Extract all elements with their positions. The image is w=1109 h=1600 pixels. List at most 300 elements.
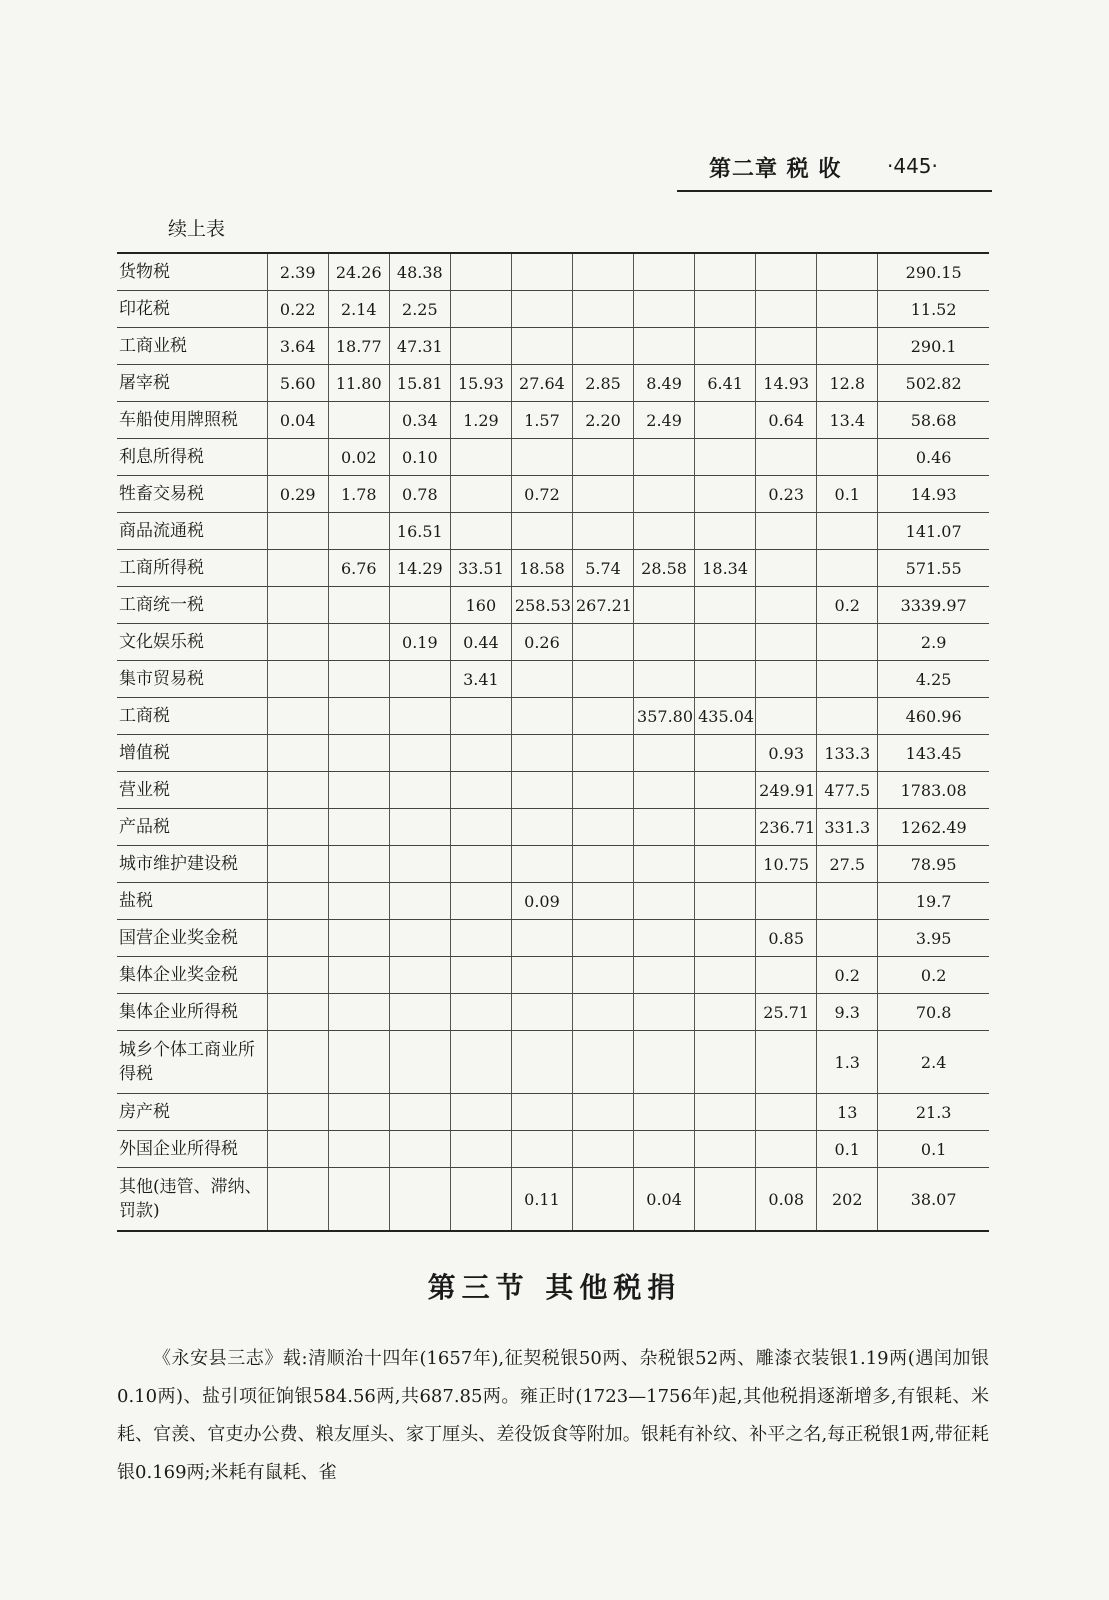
- value-cell: [450, 920, 511, 957]
- value-cell: [328, 587, 389, 624]
- value-cell: 12.8: [817, 365, 878, 402]
- table-row: [117, 476, 989, 513]
- table-row: [117, 513, 989, 550]
- value-cell: 0.02: [328, 439, 389, 476]
- value-cell: [389, 883, 450, 920]
- value-cell: [511, 1094, 572, 1131]
- tax-name-cell: 工商统一税: [117, 587, 267, 624]
- value-cell: [389, 1131, 450, 1168]
- value-cell: 249.91: [756, 772, 817, 809]
- running-head: [677, 148, 992, 192]
- value-cell: 0.44: [450, 624, 511, 661]
- value-cell: 0.93: [756, 735, 817, 772]
- value-cell: [267, 587, 328, 624]
- value-cell: [511, 513, 572, 550]
- value-cell: [572, 328, 633, 365]
- value-cell: [450, 1031, 511, 1094]
- value-cell: [817, 291, 878, 328]
- tax-name-cell: 其他(违管、滞纳、罚款): [117, 1168, 267, 1232]
- tax-name-cell: 文化娱乐税: [117, 624, 267, 661]
- value-cell: [695, 253, 756, 291]
- value-cell: [756, 550, 817, 587]
- value-cell: 133.3: [817, 735, 878, 772]
- value-cell: 0.26: [511, 624, 572, 661]
- tax-table-body: [117, 253, 989, 1231]
- value-cell: [267, 846, 328, 883]
- value-cell: 15.93: [450, 365, 511, 402]
- table-row: [117, 1131, 989, 1168]
- value-cell: 2.20: [572, 402, 633, 439]
- tax-name-cell: 增值税: [117, 735, 267, 772]
- tax-name-cell: 工商业税: [117, 328, 267, 365]
- table-row: [117, 291, 989, 328]
- value-cell: [450, 328, 511, 365]
- value-cell: [450, 846, 511, 883]
- value-cell: 8.49: [634, 365, 695, 402]
- value-cell: 18.34: [695, 550, 756, 587]
- value-cell: [756, 624, 817, 661]
- value-cell: 0.04: [634, 1168, 695, 1232]
- value-cell: 0.23: [756, 476, 817, 513]
- value-cell: 0.64: [756, 402, 817, 439]
- total-cell: 70.8: [878, 994, 989, 1031]
- value-cell: [511, 920, 572, 957]
- value-cell: [389, 809, 450, 846]
- value-cell: [695, 809, 756, 846]
- value-cell: [267, 698, 328, 735]
- value-cell: [756, 291, 817, 328]
- tax-name-cell: 产品税: [117, 809, 267, 846]
- total-cell: 14.93: [878, 476, 989, 513]
- value-cell: [267, 772, 328, 809]
- value-cell: [695, 735, 756, 772]
- value-cell: [572, 513, 633, 550]
- value-cell: [389, 1031, 450, 1094]
- value-cell: [695, 957, 756, 994]
- table-row: [117, 365, 989, 402]
- value-cell: [756, 439, 817, 476]
- total-cell: 143.45: [878, 735, 989, 772]
- value-cell: [756, 1031, 817, 1094]
- total-cell: 502.82: [878, 365, 989, 402]
- value-cell: [572, 476, 633, 513]
- value-cell: 0.78: [389, 476, 450, 513]
- value-cell: [328, 957, 389, 994]
- chapter-title: 第二章 税 收: [709, 157, 842, 182]
- value-cell: [756, 513, 817, 550]
- value-cell: [450, 698, 511, 735]
- value-cell: 18.58: [511, 550, 572, 587]
- total-cell: 1262.49: [878, 809, 989, 846]
- value-cell: [267, 1031, 328, 1094]
- value-cell: [389, 735, 450, 772]
- value-cell: [511, 957, 572, 994]
- value-cell: 0.09: [511, 883, 572, 920]
- value-cell: [634, 513, 695, 550]
- value-cell: 16.51: [389, 513, 450, 550]
- value-cell: [695, 476, 756, 513]
- value-cell: [511, 253, 572, 291]
- value-cell: [328, 1031, 389, 1094]
- body-text: [117, 1340, 989, 1492]
- value-cell: [389, 994, 450, 1031]
- value-cell: 331.3: [817, 809, 878, 846]
- tax-name-cell: 牲畜交易税: [117, 476, 267, 513]
- value-cell: [817, 513, 878, 550]
- total-cell: 1783.08: [878, 772, 989, 809]
- value-cell: [572, 253, 633, 291]
- table-row: [117, 846, 989, 883]
- value-cell: [511, 1031, 572, 1094]
- total-cell: 0.46: [878, 439, 989, 476]
- value-cell: [756, 661, 817, 698]
- value-cell: [572, 772, 633, 809]
- value-cell: 0.19: [389, 624, 450, 661]
- value-cell: [450, 994, 511, 1031]
- value-cell: 2.85: [572, 365, 633, 402]
- tax-name-cell: 货物税: [117, 253, 267, 291]
- table-row: [117, 550, 989, 587]
- value-cell: [634, 328, 695, 365]
- value-cell: [634, 1131, 695, 1168]
- table-row: [117, 439, 989, 476]
- table-row: [117, 994, 989, 1031]
- value-cell: [450, 439, 511, 476]
- value-cell: 18.77: [328, 328, 389, 365]
- value-cell: [389, 772, 450, 809]
- value-cell: 477.5: [817, 772, 878, 809]
- value-cell: [267, 513, 328, 550]
- table-row: [117, 1094, 989, 1131]
- value-cell: [634, 253, 695, 291]
- value-cell: [634, 846, 695, 883]
- table-row: [117, 624, 989, 661]
- value-cell: 9.3: [817, 994, 878, 1031]
- value-cell: [695, 513, 756, 550]
- total-cell: 11.52: [878, 291, 989, 328]
- value-cell: [756, 328, 817, 365]
- value-cell: [572, 846, 633, 883]
- value-cell: [695, 1031, 756, 1094]
- value-cell: 0.04: [267, 402, 328, 439]
- value-cell: 10.75: [756, 846, 817, 883]
- value-cell: 28.58: [634, 550, 695, 587]
- value-cell: [695, 1094, 756, 1131]
- total-cell: 0.2: [878, 957, 989, 994]
- tax-name-cell: 屠宰税: [117, 365, 267, 402]
- value-cell: [695, 587, 756, 624]
- tax-name-cell: 营业税: [117, 772, 267, 809]
- value-cell: [695, 994, 756, 1031]
- value-cell: [450, 291, 511, 328]
- value-cell: 0.11: [511, 1168, 572, 1232]
- value-cell: 357.80: [634, 698, 695, 735]
- value-cell: 0.85: [756, 920, 817, 957]
- value-cell: [695, 1131, 756, 1168]
- value-cell: 0.2: [817, 957, 878, 994]
- value-cell: 6.41: [695, 365, 756, 402]
- table-row: [117, 883, 989, 920]
- value-cell: 267.21: [572, 587, 633, 624]
- total-cell: 38.07: [878, 1168, 989, 1232]
- value-cell: [572, 291, 633, 328]
- value-cell: [267, 994, 328, 1031]
- value-cell: [572, 735, 633, 772]
- value-cell: 0.10: [389, 439, 450, 476]
- tax-name-cell: 城市维护建设税: [117, 846, 267, 883]
- value-cell: [634, 291, 695, 328]
- value-cell: [389, 1094, 450, 1131]
- value-cell: [695, 772, 756, 809]
- value-cell: [695, 846, 756, 883]
- value-cell: [695, 291, 756, 328]
- value-cell: [572, 957, 633, 994]
- value-cell: [328, 920, 389, 957]
- value-cell: [572, 994, 633, 1031]
- total-cell: 2.9: [878, 624, 989, 661]
- value-cell: 14.93: [756, 365, 817, 402]
- value-cell: [817, 253, 878, 291]
- total-cell: 460.96: [878, 698, 989, 735]
- value-cell: [572, 1094, 633, 1131]
- value-cell: [267, 957, 328, 994]
- total-cell: 19.7: [878, 883, 989, 920]
- tax-name-cell: 工商所得税: [117, 550, 267, 587]
- value-cell: [389, 698, 450, 735]
- value-cell: 6.76: [328, 550, 389, 587]
- value-cell: [328, 1094, 389, 1131]
- value-cell: [267, 1168, 328, 1232]
- value-cell: [267, 883, 328, 920]
- value-cell: [756, 1094, 817, 1131]
- value-cell: 258.53: [511, 587, 572, 624]
- total-cell: 4.25: [878, 661, 989, 698]
- value-cell: [572, 809, 633, 846]
- value-cell: [511, 291, 572, 328]
- total-cell: 571.55: [878, 550, 989, 587]
- total-cell: 3339.97: [878, 587, 989, 624]
- value-cell: [817, 328, 878, 365]
- value-cell: [511, 439, 572, 476]
- value-cell: [511, 846, 572, 883]
- value-cell: [756, 883, 817, 920]
- tax-name-cell: 国营企业奖金税: [117, 920, 267, 957]
- value-cell: [389, 920, 450, 957]
- table-row: [117, 587, 989, 624]
- total-cell: 78.95: [878, 846, 989, 883]
- value-cell: [634, 476, 695, 513]
- value-cell: [511, 1131, 572, 1168]
- value-cell: [267, 1131, 328, 1168]
- value-cell: [756, 698, 817, 735]
- value-cell: [450, 772, 511, 809]
- value-cell: [267, 661, 328, 698]
- value-cell: 202: [817, 1168, 878, 1232]
- value-cell: [511, 735, 572, 772]
- value-cell: [634, 809, 695, 846]
- value-cell: [634, 883, 695, 920]
- tax-name-cell: 城乡个体工商业所得税: [117, 1031, 267, 1094]
- value-cell: [817, 661, 878, 698]
- value-cell: [450, 809, 511, 846]
- value-cell: [695, 1168, 756, 1232]
- value-cell: [389, 661, 450, 698]
- value-cell: [328, 883, 389, 920]
- value-cell: [817, 550, 878, 587]
- table-row: [117, 253, 989, 291]
- value-cell: [450, 476, 511, 513]
- value-cell: [267, 550, 328, 587]
- value-cell: 1.29: [450, 402, 511, 439]
- value-cell: 3.64: [267, 328, 328, 365]
- value-cell: [267, 735, 328, 772]
- value-cell: [572, 439, 633, 476]
- table-row: [117, 735, 989, 772]
- tax-name-cell: 房产税: [117, 1094, 267, 1131]
- value-cell: 0.1: [817, 476, 878, 513]
- value-cell: [328, 846, 389, 883]
- value-cell: [756, 253, 817, 291]
- value-cell: [450, 957, 511, 994]
- value-cell: [817, 883, 878, 920]
- value-cell: [695, 661, 756, 698]
- table-row: [117, 809, 989, 846]
- value-cell: [267, 439, 328, 476]
- value-cell: [511, 772, 572, 809]
- tax-name-cell: 集体企业奖金税: [117, 957, 267, 994]
- table-row: [117, 920, 989, 957]
- value-cell: 3.41: [450, 661, 511, 698]
- value-cell: [572, 1031, 633, 1094]
- value-cell: [756, 587, 817, 624]
- value-cell: 33.51: [450, 550, 511, 587]
- value-cell: [328, 1168, 389, 1232]
- table-row: [117, 772, 989, 809]
- tax-table: [117, 252, 989, 1232]
- value-cell: 0.29: [267, 476, 328, 513]
- value-cell: 0.1: [817, 1131, 878, 1168]
- value-cell: [267, 624, 328, 661]
- value-cell: [634, 920, 695, 957]
- value-cell: [267, 809, 328, 846]
- value-cell: 0.08: [756, 1168, 817, 1232]
- value-cell: [634, 439, 695, 476]
- table-row: [117, 1031, 989, 1094]
- value-cell: [389, 846, 450, 883]
- value-cell: [267, 920, 328, 957]
- value-cell: 236.71: [756, 809, 817, 846]
- paragraph: 《永安县三志》载:清顺治十四年(1657年),征契税银50两、杂税银52两、雕漆衣装银1.19两(遇闰加银0.10两)、盐引项征饷银584.56两,共687.85两。雍正时(1723—1756年)起,其他税捐逐渐增多,有银耗、米耗、官羡、官吏办公费、粮友厘头、家丁厘头、差役饭食等附加。银耗有补纹、补平之名,每正税银1两,带征耗银0.169两;米耗有鼠耗、雀: [117, 1348, 989, 1483]
- value-cell: [572, 1168, 633, 1232]
- total-cell: 21.3: [878, 1094, 989, 1131]
- value-cell: [511, 328, 572, 365]
- value-cell: [328, 624, 389, 661]
- value-cell: [328, 809, 389, 846]
- value-cell: 5.74: [572, 550, 633, 587]
- value-cell: [817, 439, 878, 476]
- total-cell: 290.15: [878, 253, 989, 291]
- value-cell: [328, 994, 389, 1031]
- value-cell: [695, 920, 756, 957]
- value-cell: [511, 809, 572, 846]
- value-cell: [572, 624, 633, 661]
- value-cell: [695, 439, 756, 476]
- value-cell: 2.14: [328, 291, 389, 328]
- tax-name-cell: 商品流通税: [117, 513, 267, 550]
- page-number: ·445·: [887, 154, 938, 178]
- value-cell: 11.80: [328, 365, 389, 402]
- value-cell: 1.3: [817, 1031, 878, 1094]
- value-cell: [328, 1131, 389, 1168]
- total-cell: 290.1: [878, 328, 989, 365]
- table-row: [117, 698, 989, 735]
- value-cell: 1.57: [511, 402, 572, 439]
- value-cell: [450, 735, 511, 772]
- value-cell: [634, 624, 695, 661]
- value-cell: 27.5: [817, 846, 878, 883]
- value-cell: [328, 661, 389, 698]
- tax-name-cell: 集市贸易税: [117, 661, 267, 698]
- value-cell: [450, 513, 511, 550]
- value-cell: [511, 994, 572, 1031]
- tax-name-cell: 工商税: [117, 698, 267, 735]
- value-cell: 0.2: [817, 587, 878, 624]
- value-cell: [389, 587, 450, 624]
- value-cell: [817, 920, 878, 957]
- value-cell: [695, 624, 756, 661]
- total-cell: 0.1: [878, 1131, 989, 1168]
- value-cell: [695, 402, 756, 439]
- value-cell: 14.29: [389, 550, 450, 587]
- value-cell: [634, 1094, 695, 1131]
- tax-name-cell: 车船使用牌照税: [117, 402, 267, 439]
- tax-name-cell: 外国企业所得税: [117, 1131, 267, 1168]
- table-row: [117, 1168, 989, 1232]
- value-cell: 48.38: [389, 253, 450, 291]
- total-cell: 141.07: [878, 513, 989, 550]
- table-caption: 续上表: [168, 218, 226, 240]
- value-cell: [756, 957, 817, 994]
- tax-name-cell: 盐税: [117, 883, 267, 920]
- value-cell: [328, 735, 389, 772]
- value-cell: [511, 698, 572, 735]
- value-cell: [450, 253, 511, 291]
- value-cell: 24.26: [328, 253, 389, 291]
- section-title: 第三节 其他税捐: [427, 1271, 682, 1304]
- value-cell: [634, 994, 695, 1031]
- table-row: [117, 402, 989, 439]
- value-cell: [695, 883, 756, 920]
- value-cell: [328, 513, 389, 550]
- value-cell: [389, 957, 450, 994]
- value-cell: 0.34: [389, 402, 450, 439]
- value-cell: [572, 920, 633, 957]
- value-cell: [634, 661, 695, 698]
- value-cell: 27.64: [511, 365, 572, 402]
- table-row: [117, 957, 989, 994]
- value-cell: 25.71: [756, 994, 817, 1031]
- value-cell: [634, 957, 695, 994]
- value-cell: [389, 1168, 450, 1232]
- value-cell: 160: [450, 587, 511, 624]
- value-cell: 5.60: [267, 365, 328, 402]
- value-cell: 2.25: [389, 291, 450, 328]
- value-cell: [634, 587, 695, 624]
- value-cell: [328, 698, 389, 735]
- value-cell: [634, 735, 695, 772]
- value-cell: [328, 402, 389, 439]
- value-cell: 2.39: [267, 253, 328, 291]
